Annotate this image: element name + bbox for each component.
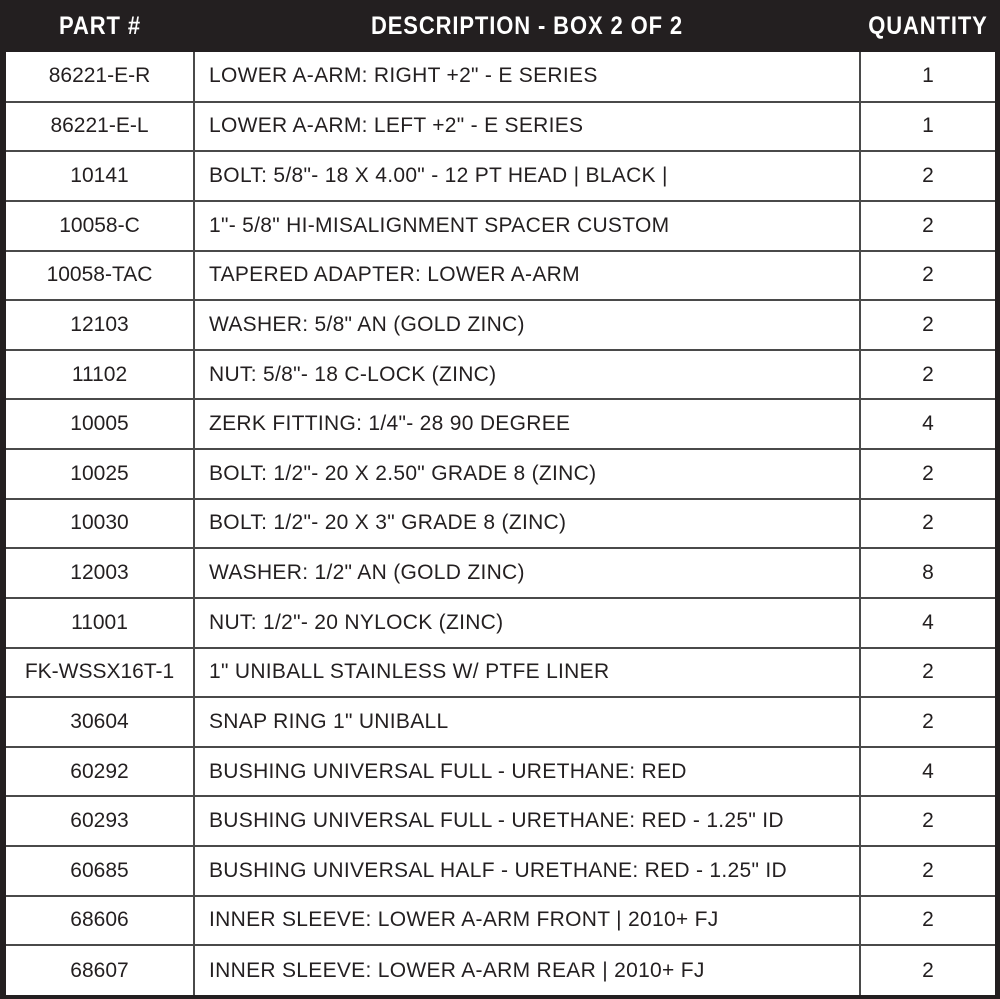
table-row xyxy=(6,449,995,499)
table-row xyxy=(6,499,995,549)
description-cell: BOLT: 5/8"- 18 X 4.00" - 12 PT HEAD | BLACK | xyxy=(194,151,860,201)
part-number-cell: 10058-TAC xyxy=(6,251,194,301)
description-cell: BUSHING UNIVERSAL FULL - URETHANE: RED - 1.25" ID xyxy=(194,796,860,846)
part-number-cell: 12003 xyxy=(6,548,194,598)
parts-table xyxy=(6,52,995,995)
table-row xyxy=(6,251,995,301)
quantity-cell: 2 xyxy=(860,350,995,400)
description-cell: LOWER A-ARM: RIGHT +2" - E SERIES xyxy=(194,52,860,102)
part-number-cell: 68606 xyxy=(6,896,194,946)
table-row xyxy=(6,151,995,201)
quantity-cell: 2 xyxy=(860,201,995,251)
quantity-cell: 4 xyxy=(860,598,995,648)
quantity-cell: 2 xyxy=(860,499,995,549)
part-number-cell: FK-WSSX16T-1 xyxy=(6,648,194,698)
table-row xyxy=(6,300,995,350)
description-cell: LOWER A-ARM: LEFT +2" - E SERIES xyxy=(194,102,860,152)
table-row xyxy=(6,697,995,747)
part-number-cell: 68607 xyxy=(6,945,194,995)
quantity-cell: 2 xyxy=(860,945,995,995)
header-part: PART # xyxy=(59,12,141,40)
table-row xyxy=(6,399,995,449)
part-number-cell: 10058-C xyxy=(6,201,194,251)
part-number-cell: 30604 xyxy=(6,697,194,747)
description-cell: INNER SLEEVE: LOWER A-ARM FRONT | 2010+ FJ xyxy=(194,896,860,946)
description-cell: 1" UNIBALL STAINLESS W/ PTFE LINER xyxy=(194,648,860,698)
header-quantity: QUANTITY xyxy=(868,12,988,40)
description-cell: INNER SLEEVE: LOWER A-ARM REAR | 2010+ FJ xyxy=(194,945,860,995)
part-number-cell: 60292 xyxy=(6,747,194,797)
table-row xyxy=(6,548,995,598)
description-cell: WASHER: 5/8" AN (GOLD ZINC) xyxy=(194,300,860,350)
quantity-cell: 4 xyxy=(860,399,995,449)
quantity-cell: 4 xyxy=(860,747,995,797)
part-number-cell: 60685 xyxy=(6,846,194,896)
description-cell: ZERK FITTING: 1/4"- 28 90 DEGREE xyxy=(194,399,860,449)
table-row xyxy=(6,598,995,648)
quantity-cell: 2 xyxy=(860,896,995,946)
quantity-cell: 1 xyxy=(860,102,995,152)
part-number-cell: 10030 xyxy=(6,499,194,549)
quantity-cell: 1 xyxy=(860,52,995,102)
table-row xyxy=(6,945,995,995)
part-number-cell: 11102 xyxy=(6,350,194,400)
quantity-cell: 2 xyxy=(860,151,995,201)
part-number-cell: 86221-E-R xyxy=(6,52,194,102)
table-row xyxy=(6,201,995,251)
quantity-cell: 2 xyxy=(860,796,995,846)
table-header xyxy=(0,0,1000,52)
part-number-cell: 11001 xyxy=(6,598,194,648)
description-cell: BOLT: 1/2"- 20 X 2.50" GRADE 8 (ZINC) xyxy=(194,449,860,499)
quantity-cell: 2 xyxy=(860,251,995,301)
quantity-cell: 2 xyxy=(860,449,995,499)
part-number-cell: 12103 xyxy=(6,300,194,350)
quantity-cell: 2 xyxy=(860,846,995,896)
description-cell: BOLT: 1/2"- 20 X 3" GRADE 8 (ZINC) xyxy=(194,499,860,549)
description-cell: NUT: 5/8"- 18 C-LOCK (ZINC) xyxy=(194,350,860,400)
part-number-cell: 60293 xyxy=(6,796,194,846)
table-row xyxy=(6,747,995,797)
table-row xyxy=(6,846,995,896)
part-number-cell: 10005 xyxy=(6,399,194,449)
description-cell: NUT: 1/2"- 20 NYLOCK (ZINC) xyxy=(194,598,860,648)
quantity-cell: 2 xyxy=(860,300,995,350)
table-row xyxy=(6,52,995,102)
quantity-cell: 2 xyxy=(860,697,995,747)
quantity-cell: 2 xyxy=(860,648,995,698)
description-cell: 1"- 5/8" HI-MISALIGNMENT SPACER CUSTOM xyxy=(194,201,860,251)
part-number-cell: 10141 xyxy=(6,151,194,201)
description-cell: BUSHING UNIVERSAL HALF - URETHANE: RED - 1.25" ID xyxy=(194,846,860,896)
table-row xyxy=(6,796,995,846)
description-cell: SNAP RING 1" UNIBALL xyxy=(194,697,860,747)
quantity-cell: 8 xyxy=(860,548,995,598)
description-cell: TAPERED ADAPTER: LOWER A-ARM xyxy=(194,251,860,301)
part-number-cell: 10025 xyxy=(6,449,194,499)
table-row xyxy=(6,102,995,152)
header-description: DESCRIPTION - BOX 2 OF 2 xyxy=(370,12,684,40)
table-row xyxy=(6,896,995,946)
part-number-cell: 86221-E-L xyxy=(6,102,194,152)
table-row xyxy=(6,350,995,400)
description-cell: BUSHING UNIVERSAL FULL - URETHANE: RED xyxy=(194,747,860,797)
table-row xyxy=(6,648,995,698)
description-cell: WASHER: 1/2" AN (GOLD ZINC) xyxy=(194,548,860,598)
